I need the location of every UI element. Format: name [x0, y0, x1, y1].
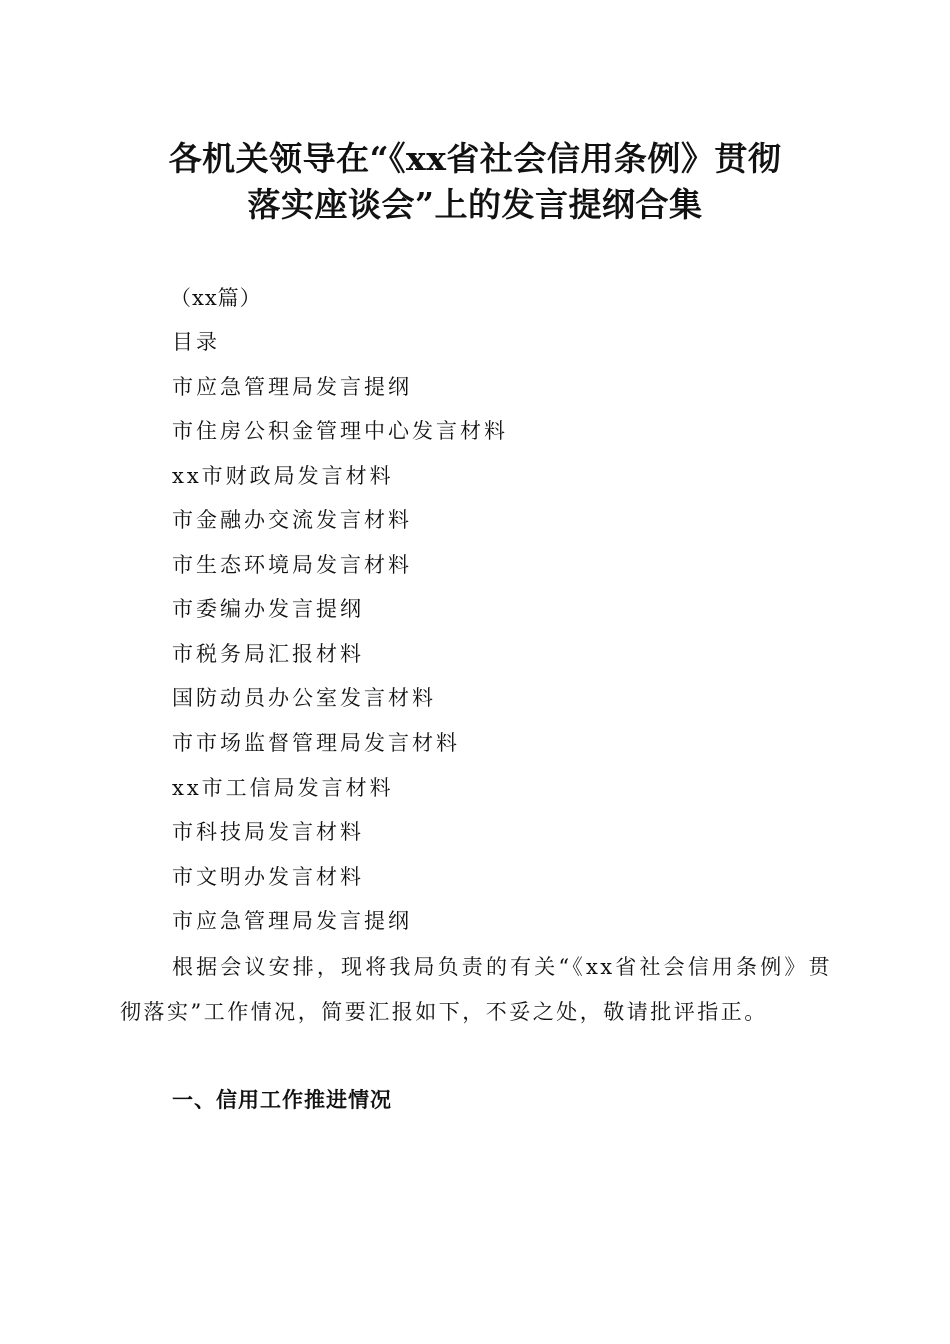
toc-item: 市金融办交流发言材料: [172, 508, 412, 532]
toc-item: xx市工信局发言材料: [172, 776, 394, 800]
toc-item: 市生态环境局发言材料: [172, 553, 412, 577]
section-title: 市应急管理局发言提纲: [172, 909, 412, 933]
toc-label: 目录: [172, 330, 220, 354]
volume-note: （xx篇）: [170, 286, 262, 310]
toc-item: xx市财政局发言材料: [172, 464, 394, 488]
toc-item: 市住房公积金管理中心发言材料: [172, 419, 508, 443]
document-title-line-2: 落实座谈会”上的发言提纲合集: [247, 185, 703, 224]
toc-item: 市应急管理局发言提纲: [172, 375, 412, 399]
toc-item: 市文明办发言材料: [172, 865, 364, 889]
toc-item: 市委编办发言提纲: [172, 597, 364, 621]
heading-1: 一、信用工作推进情况: [172, 1088, 392, 1112]
document-title: [100, 136, 850, 228]
toc-item: 市市场监督管理局发言材料: [172, 731, 460, 755]
toc-item: 国防动员办公室发言材料: [172, 686, 436, 710]
intro-paragraph: 根据会议安排，现将我局负责的有关“《xx省社会信用条例》贯彻落实”工作情况，简要汇报如下，不妥之处，敬请批评指正。: [120, 955, 832, 1024]
toc-item: 市科技局发言材料: [172, 820, 364, 844]
toc-item: 市税务局汇报材料: [172, 642, 364, 666]
document-title-line-1: 各机关领导在“《xx省社会信用条例》贯彻: [168, 139, 782, 178]
